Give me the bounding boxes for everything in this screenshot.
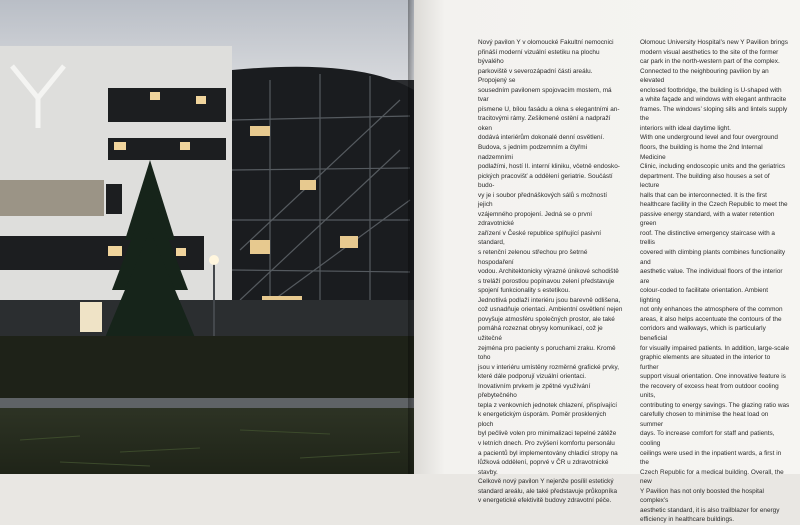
stone-band — [0, 180, 104, 216]
entrance — [80, 302, 102, 332]
glass-wing — [232, 67, 414, 330]
czech-text-column — [478, 38, 623, 506]
hedge — [0, 336, 414, 406]
street-lamp-light — [209, 255, 219, 265]
english-body-text: Olomouc University Hospital’s new Y Pavilion brings modern visual aesthetics to the site of the former car park in the north-western part of the complex. Connected to the neighbouring pavilion by an elevated enclosed footbridge, the building is U-shaped with a white façade and windows with elegant anthracite frames. The windows’ sloping sills and lintels supply the interiors with ideal daytime light. With one underground level and four overground floors, the building is home the 2nd Internal Medicine Clinic, including endoscopic units and the geriatrics department. The building also houses a set of lecture halls that can be interconnected. It is the first healthcare facility in the Czech Republic to meet the passive energy standard, with a water retention green roof. The distinctive emergency staircase with a trellis covered with climbing plants combines functionality and aesthetic value. The individual floors of the interior are colour-coded to facilitate orientation. Ambient lighting not only enhances the atmosphere of the common areas, it also helps accentuate the contours of the corridors and walkways, which is particularly beneficial for visually impaired patients. In addition, large-scale graphic elements are situated in the interior to further support visual orientation. One innovative feature is the recovery of excess heat from outdoor cooling units, contributing to energy savings. The glazing ratio was carefully chosen to minimise the heat load on summer days. To increase comfort for staff and patients, cooling ceilings were used in the inpatient wards, a first in the Czech Republic for a medical building. Overall, the new Y Pavilion has not only boosted the hospital complex’s aesthetic standard, it is also trailblazer for energy efficiency in healthcare buildings. — [640, 39, 790, 524]
building-photo-svg — [0, 0, 414, 474]
ground-floor — [0, 300, 414, 340]
english-text-column — [640, 38, 790, 525]
building-photo — [0, 0, 414, 474]
czech-body-text: Nový pavilon Y v olomoucké Fakultní nemocnici přináší moderní vizuální estetiku na plochu bývalého parkoviště v severozápadní části areálu. Propojený se sousedním pavilonem spojovacím mostem, má tvar písmene U, bílou fasádu a okna s elegantními an- tracitovými rámy. Zešikmené ostění a nadpraží oken dodává interiérům dokonalé denní osvětlení. Budova, s jedním podzemním a čtyřmi nadzemními podlažími, hostí II. interní kliniku, včetně endosko- pických pracovišť a oddělení geriatrie. Součástí budo- vy je i soubor přednáškových sálů s možností jejich vzájemného propojení. Jedná se o první zdravotnické zařízení v České republice splňující pasivní standard, s retenční zelenou střechou pro šetrné hospodaření vodou. Architektonicky výrazné únikové schodiště s treláží porostlou popínavou zelení představuje spojení funkcionality s estetikou. Jednotlivá podlaží interiéru jsou barevně odlišena, což usnadňuje orientaci. Ambientní osvětlení nejen povyšuje atmosféru společných prostor, ale také pomáhá rozeznat obrysy komunikací, což je užitečné zejména pro pacienty s poruchami zraku. Kromě toho jsou v interiéru umístěny rozměrné grafické prvky, které dále podporují vizuální orientaci. Inovativním prvkem je zpětné využívání přebytečného tepla z venkovních jednotek chlazení, přispívající k energetickým úsporám. Poměr prosklených ploch byl pečlivě volen pro minimalizaci tepelné zátěže v letních dnech. Pro zvýšení komfortu personálu a pacientů byl implementovány chladicí stropy na lůžková oddělení, poprvé v ČR u zdravotnické stavby. Celkově nový pavilon Y nejenže posílil estetický standard areálu, ale také představuje průkopníka v energetické efektivitě budovy zdravotní péče. — [478, 39, 623, 505]
pavement — [0, 398, 414, 408]
lawn — [0, 408, 414, 474]
